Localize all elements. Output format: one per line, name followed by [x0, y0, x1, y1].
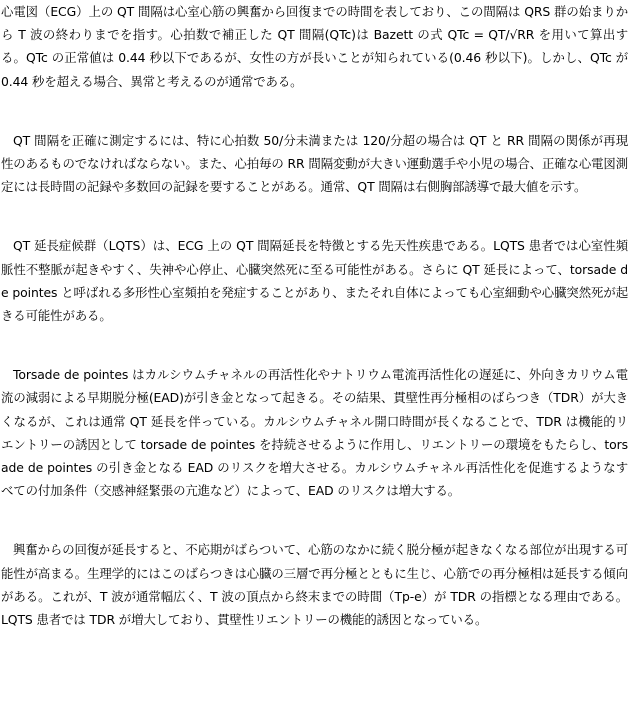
paragraph-repolarization-dispersion: 興奮からの回復が延長すると、不応期がばらついて、心筋のなかに続く脱分極が起きなくなる部位が出現する可能性が高まる。生理学的にはこのばらつきは心臓の三層で再分極とともに生じ、心筋での再分極相は延長する傾向がある。これが、T 波が通常幅広く、T 波の頂点から終末までの時間（Tp-e）が TDR の指標となる理由である。LQTS 患者では TDR が増大しており、貫壁性リエントリーの機能的誘因となっている。	[1, 542, 628, 628]
paragraph-qt-measurement: QT 間隔を正確に測定するには、特に心拍数 50/分未満または 120/分超の場合は QT と RR 間隔の関係が再現性のあるものでなければならない。また、心拍毎の RR 間隔変動が大きい運動選手や小児の場合、正確な心電図測定には長時間の記録や多数回の記録を要することがある。通常、QT 間隔は右側胸部誘導で最大値を示す。	[1, 132, 628, 195]
paragraph-qt-interval: 心電図（ECG）上の QT 間隔は心室心筋の興奮から回復までの時間を表しており、この間隔は QRS 群の始まりから T 波の終わりまでを指す。心拍数で補正した QT 間隔(QTc)は Bazett の式 QTc = QT/√RR を用いて算出する。QTc の正常値は 0.44 秒以下であるが、女性の方が長いことが知られている(0.46 秒以下)。しかし、QTc が 0.44 秒を超える場合、異常と考えるのが通常である。	[1, 4, 628, 89]
document-body	[1, 0, 628, 631]
paragraph-lqts: QT 延長症候群（LQTS）は、ECG 上の QT 間隔延長を特徴とする先天性疾患である。LQTS 患者では心室性頻脈性不整脈が起きやすく、失神や心停止、心臓突然死に至る可能性がある。さらに QT 延長によって、torsade de pointes と呼ばれる多形性心室頻拍を発症することがあり、またそれ自体によっても心室細動や心臓突然死が起きる可能性がある。	[1, 238, 628, 324]
paragraph-torsade-de-pointes: Torsade de pointes はカルシウムチャネルの再活性化やナトリウム電流再活性化の遅延に、外向きカリウム電流の減弱による早期脱分極(EAD)が引き金となって起きる。その結果、貫壁性再分極相のばらつき（TDR）が大きくなるが、これは通常 QT 延長を伴っている。カルシウムチャネル開口時間が長くなることで、TDR は機能的リエントリーの誘因として torsade de pointes を持続させるように作用し、リエントリーの環境をもたらし、torsade de pointes の引き金となる EAD のリスクを増大させる。カルシウムチャネル再活性化を促進するようなすべての付加条件（交感神経緊張の亢進など）によって、EAD のリスクは増大する。	[1, 367, 628, 499]
